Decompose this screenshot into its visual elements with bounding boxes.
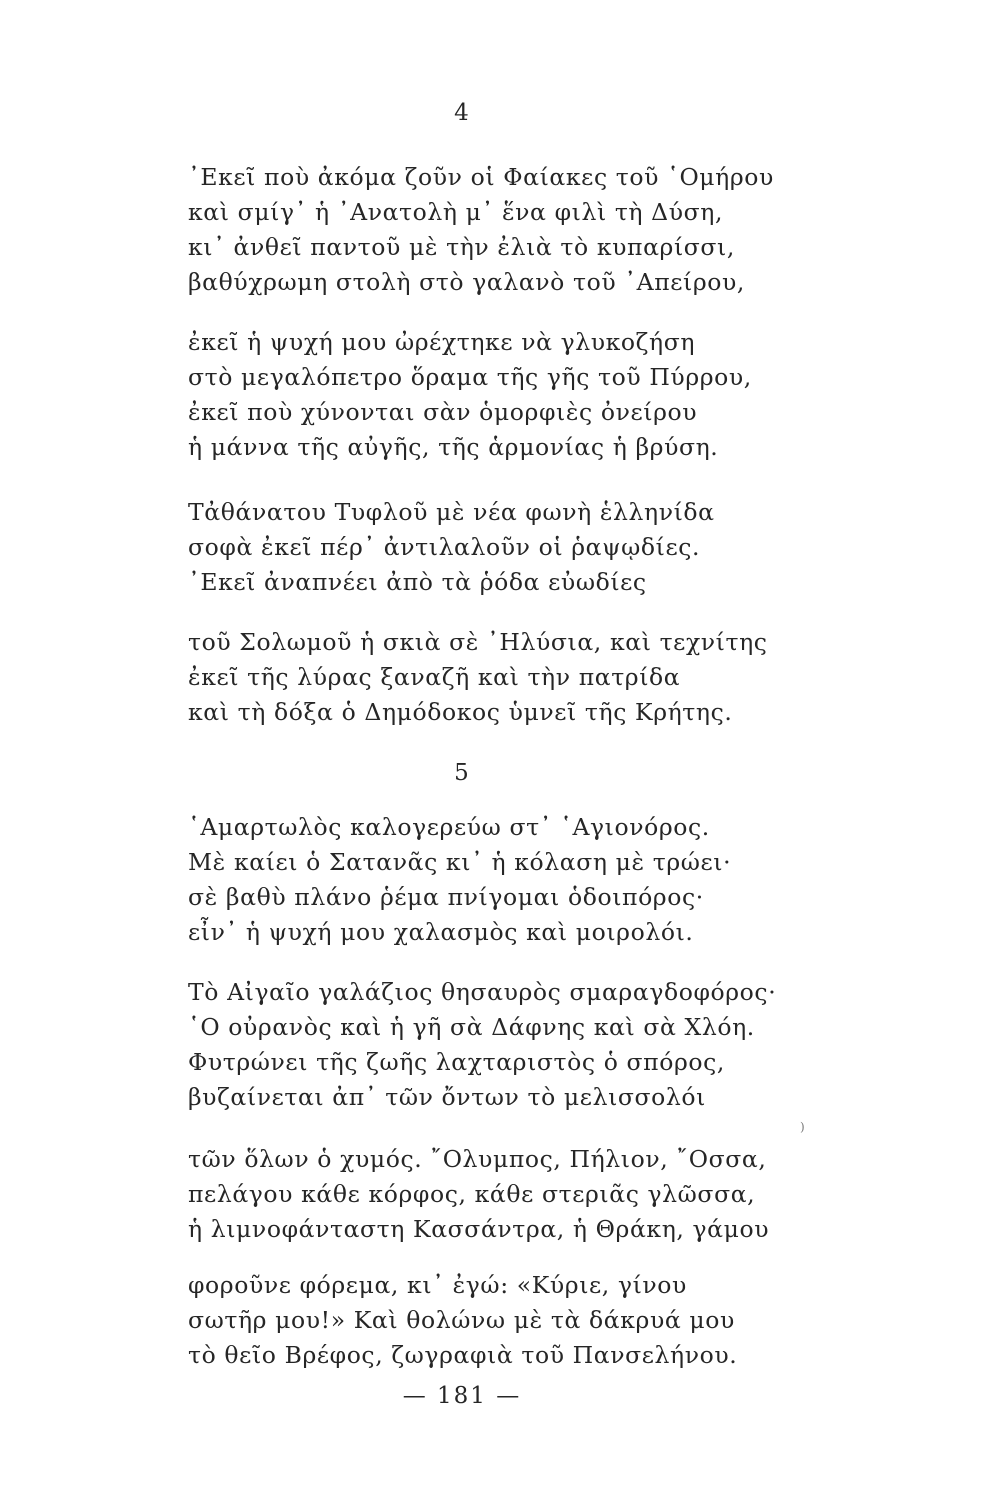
section-number-5: 5 <box>454 760 470 786</box>
stanza-2 <box>188 325 828 465</box>
verse-line: ᾿Εκεῖ ποὺ ἀκόμα ζοῦν οἱ Φαίακες τοῦ ῾Ομήρου <box>188 163 774 191</box>
verse-line: καὶ σμίγ᾿ ἡ ᾿Ανατολὴ μ᾿ ἕνα φιλὶ τὴ Δύση, <box>188 198 724 226</box>
verse-line: στὸ μεγαλόπετρο ὅραμα τῆς γῆς τοῦ Πύρρου, <box>188 363 752 391</box>
verse-line: φοροῦνε φόρεμα, κι᾿ ἐγώ: «Κύριε, γίνου <box>188 1271 687 1299</box>
verse-line: Τἀθάνατου Τυφλοῦ μὲ νέα φωνὴ ἑλληνίδα <box>188 498 715 526</box>
verse-line: ῾Αμαρτωλὸς καλογερεύω στ᾿ ῾Αγιονόρος. <box>188 813 710 841</box>
verse-line: Φυτρώνει τῆς ζωῆς λαχταριστὸς ὁ σπόρος, <box>188 1048 725 1076</box>
verse-line: εἶν᾿ ἡ ψυχή μου χαλασμὸς καὶ μοιρολόι. <box>188 918 694 946</box>
stanza-4 <box>188 625 828 730</box>
verse-line: ἡ λιμνοφάνταστη Κασσάντρα, ἡ Θράκη, γάμου <box>188 1215 770 1243</box>
verse-line: τῶν ὅλων ὁ χυμός. ῎Ολυμπος, Πήλιον, ῎Οσσα, <box>188 1145 767 1173</box>
verse-line: ἐκεῖ ἡ ψυχή μου ὠρέχτηκε νὰ γλυκοζήση <box>188 328 696 356</box>
verse-line: κι᾿ ἀνθεῖ παντοῦ μὲ τὴν ἐλιὰ τὸ κυπαρίσσι, <box>188 233 735 261</box>
margin-mark: ) <box>800 1120 805 1134</box>
verse-line: Μὲ καίει ὁ Σατανᾶς κι᾿ ἡ κόλαση μὲ τρώει· <box>188 848 732 876</box>
stanza-1 <box>188 160 828 300</box>
verse-line: καὶ τὴ δόξα ὁ Δημόδοκος ὑμνεῖ τῆς Κρήτης. <box>188 698 733 726</box>
verse-line: σοφὰ ἐκεῖ πέρ᾿ ἀντιλαλοῦν οἱ ῥαψῳδίες. <box>188 533 701 561</box>
verse-line: τὸ θεῖο Βρέφος, ζωγραφιὰ τοῦ Πανσελήνου. <box>188 1341 738 1369</box>
stanza-5 <box>188 810 828 950</box>
stanza-6 <box>188 975 828 1115</box>
stanza-7 <box>188 1142 828 1247</box>
stanza-8 <box>188 1268 828 1373</box>
stanza-3 <box>188 495 828 600</box>
verse-line: ἐκεῖ τῆς λύρας ξαναζῆ καὶ τὴν πατρίδα <box>188 663 681 691</box>
verse-line: ἡ μάννα τῆς αὐγῆς, τῆς ἁρμονίας ἡ βρύση. <box>188 433 719 461</box>
verse-line: ᾿Εκεῖ ἀναπνέει ἀπὸ τὰ ῥόδα εὐωδίες <box>188 568 647 596</box>
verse-line: σὲ βαθὺ πλάνο ῥέμα πνίγομαι ὁδοιπόρος· <box>188 883 704 911</box>
verse-line: πελάγου κάθε κόρφος, κάθε στεριᾶς γλῶσσα, <box>188 1180 756 1208</box>
section-number-4: 4 <box>454 100 470 126</box>
verse-line: ἐκεῖ ποὺ χύνονται σὰν ὁμορφιὲς ὀνείρου <box>188 398 698 426</box>
verse-line: ῾Ο οὐρανὸς καὶ ἡ γῆ σὰ Δάφνης καὶ σὰ Χλόη. <box>188 1013 755 1041</box>
page-number: — 181 — <box>402 1383 522 1409</box>
verse-line: Τὸ Αἰγαῖο γαλάζιος θησαυρὸς σμαραγδοφόρος· <box>188 978 777 1006</box>
verse-line: βαθύχρωμη στολὴ στὸ γαλανὸ τοῦ ᾿Απείρου, <box>188 268 745 296</box>
verse-line: σωτῆρ μου!» Καὶ θολώνω μὲ τὰ δάκρυά μου <box>188 1306 735 1334</box>
verse-line: βυζαίνεται ἀπ᾿ τῶν ὄντων τὸ μελισσολόι <box>188 1083 706 1111</box>
verse-line: τοῦ Σολωμοῦ ἡ σκιὰ σὲ ᾿Ηλύσια, καὶ τεχνίτης <box>188 628 768 656</box>
